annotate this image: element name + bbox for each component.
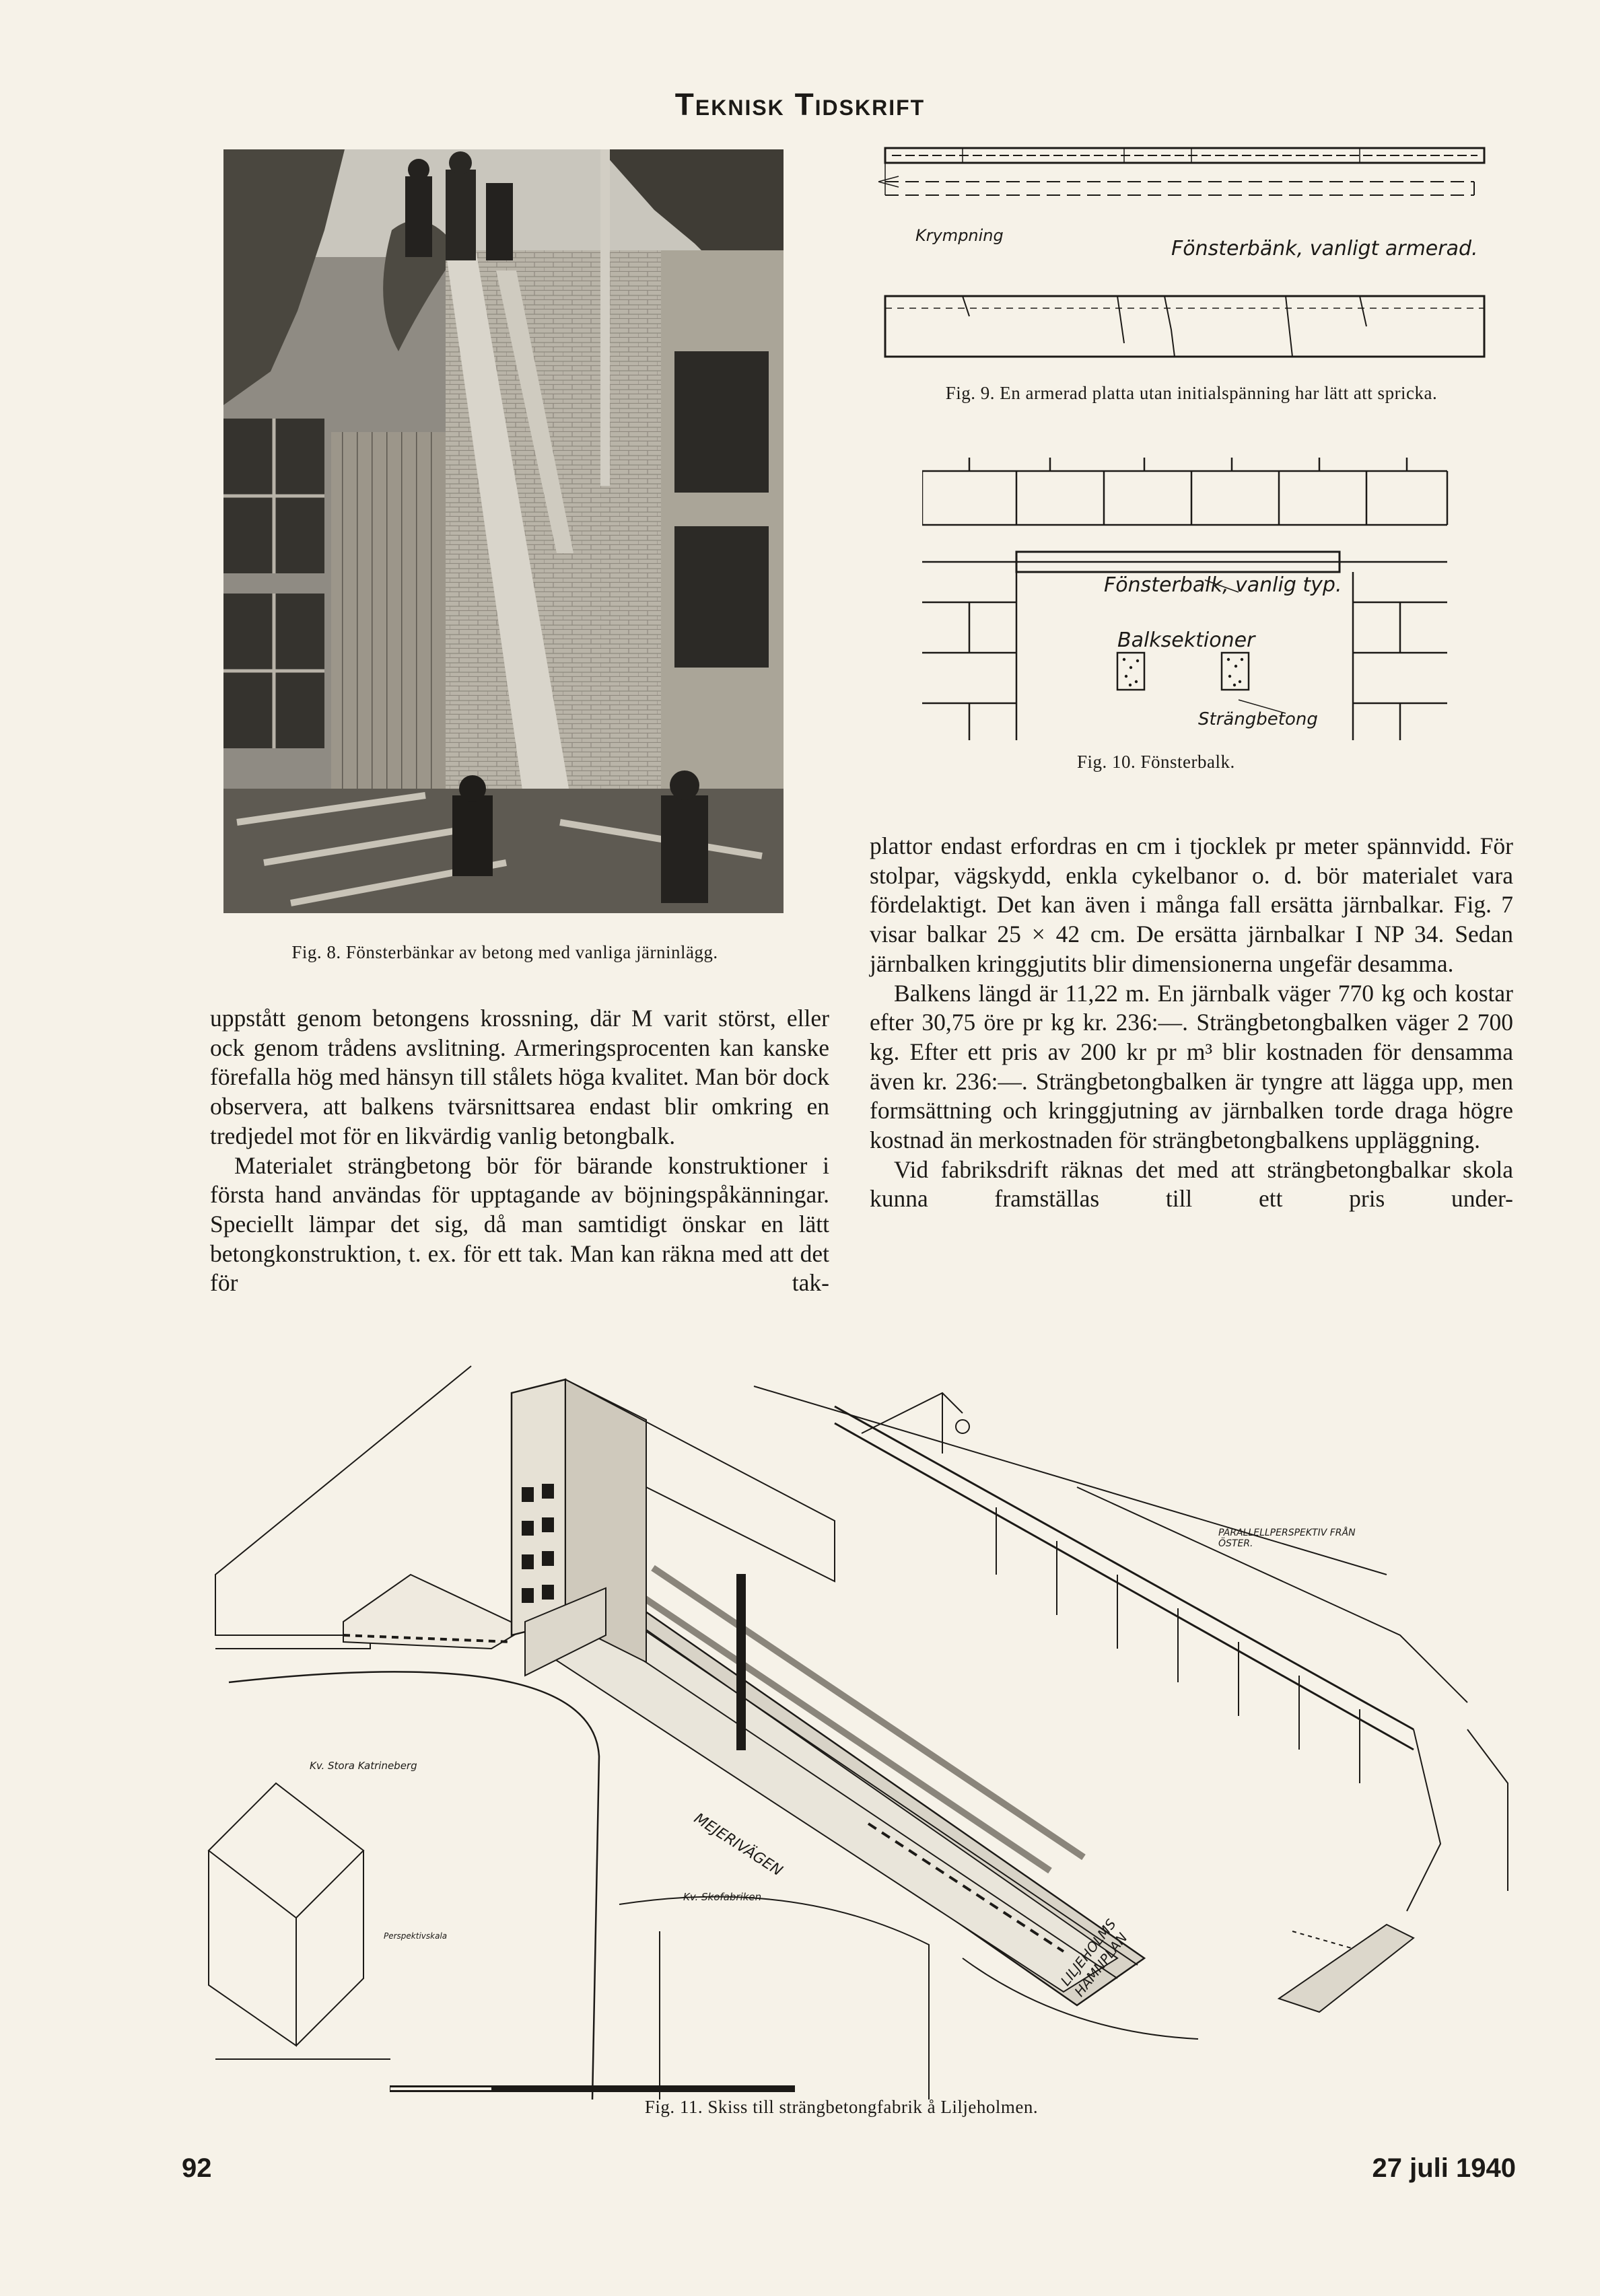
right-paragraph-2: Balkens längd är 11,22 m. En järnbalk väger 770 kg och kostar efter 30,75 öre pr kg kr. 236:—. Strängbetongbalken väger 2 700 kg. Efter ett pris av 200 kr pr m³ blir kostnaden för densamma även kr. 236:—. Strängbetongbalken är tyngre att lägga upp, men formsättning och kringgjutning av järnbalken torde draga högre kostnad än merkostnaden för strängbetongbalkens uppläggning. <box>870 979 1513 1154</box>
fig10-label-sections: Balksektioner <box>1117 629 1255 652</box>
fig9-diagram <box>875 141 1494 384</box>
fig10-caption: Fig. 10. Fönsterbalk. <box>1077 752 1235 772</box>
fig9-label-left: Krympning <box>915 226 1004 245</box>
right-column <box>870 832 1513 1214</box>
fig8-caption: Fig. 8. Fönsterbänkar av betong med vanliga järninlägg. <box>291 942 718 962</box>
running-header: Teknisk Tidskrift <box>674 87 926 122</box>
fig11-label-harbor: LILJEHOLMS HAMNPLAN <box>1057 1916 1131 2000</box>
fig9-label-right: Fönsterbänk, vanligt armerad. <box>1171 237 1478 260</box>
fig11-label-block2: Kv. Skofabriken <box>683 1891 762 1903</box>
fig10-diagram <box>922 458 1461 740</box>
fig11-caption: Fig. 11. Skiss till strängbetongfabrik å Liljeholmen. <box>644 2097 1039 2117</box>
issue-date: 27 juli 1940 <box>1372 2153 1516 2183</box>
left-paragraph-2: Materialet strängbetong bör för bärande konstruktioner i första hand användas för upptagande av böjningspåkänningar. Speciellt lämpar det sig, då man samtidigt önskar en lätt betongkonstruktion, t. ex. för ett tak. Man kan räkna med att det för tak- <box>210 1151 829 1297</box>
fig9-caption: Fig. 9. En armerad platta utan initialspänning har lätt att spricka. <box>945 383 1438 403</box>
fig8-photo <box>223 149 784 913</box>
left-paragraph-1: uppstått genom betongens krossning, där M varit störst, eller ock genom trådens avslitning. Armeringsprocenten kan kanske förefalla hög med hänsyn till stålets höga kvalitet. Man bör dock observera, att balkens tvärsnittsarea endast blir omkring en tredjedel mot för en likvärdig vanlig betongbalk. <box>210 1005 829 1149</box>
page-number: 92 <box>182 2153 212 2183</box>
fig11-label-road: MEJERIVÄGEN <box>691 1810 786 1880</box>
fig11-sketch <box>188 1353 1521 2100</box>
fig10-label-concrete: Strängbetong <box>1198 709 1318 729</box>
right-paragraph-3: Vid fabriksdrift räknas det med att strängbetongbalkar skola kunna framställas till ett pris under- <box>870 1155 1513 1213</box>
fig11-label-angle: Perspektivskala <box>384 1931 448 1941</box>
fig11-label-block1: Kv. Stora Katrineberg <box>310 1760 417 1772</box>
left-column <box>210 1004 829 1298</box>
fig11-label-projection: PARALLELLPERSPEKTIV FRÅN ÖSTER. <box>1218 1528 1356 1549</box>
construction-photo-image <box>223 149 784 913</box>
fig10-label-beam: Fönsterbalk, vanlig typ. <box>1104 573 1342 597</box>
right-paragraph-1: plattor endast erfordras en cm i tjocklek pr meter spännvidd. För stolpar, vägskydd, enkla cykelbanor o. d. bör materialet vara fördelaktigt. Det kan även i många fall ersätta järnbalkar. Fig. 7 visar balkar 25 × 42 cm. De ersätta järnbalkar I NP 34. Sedan järnbalken kringgjutits blir dimensionerna ungefär desamma. <box>870 832 1513 977</box>
